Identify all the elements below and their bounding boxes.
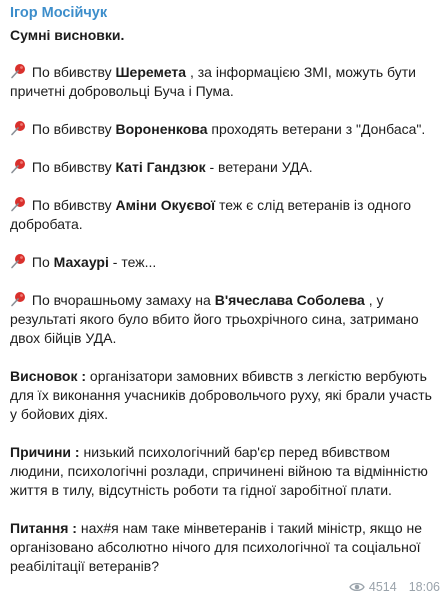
name-sobolev: В'ячеслава Соболева — [214, 292, 365, 308]
paragraph-text: , за інформацією ЗМІ, можуть бути причетні добровольці Буча і Пума. — [10, 64, 416, 99]
pushpin-icon — [10, 291, 26, 307]
name-voronenkov: Вороненкова — [115, 121, 208, 137]
reasons-label: Причини : — [10, 444, 80, 460]
paragraph-text: проходять ветерани з "Донбаса". — [207, 121, 426, 137]
paragraph-gandzyuk — [10, 158, 438, 177]
paragraph-question — [10, 519, 438, 576]
view-count: 4514 — [368, 580, 397, 594]
pushpin-icon — [10, 63, 26, 79]
post-title — [10, 26, 438, 45]
name-makhauri: Махаурі — [53, 254, 109, 270]
reasons-text: низький психологічний бар'єр перед вбивством людини, психологічні розлади, спричинені війною та відмінністю життя в тилу, відсутність роботи та гідної заробітної плати. — [10, 444, 428, 498]
paragraph-text: По вбивству — [28, 64, 116, 80]
paragraph-text: - ветерани УДА. — [205, 159, 313, 175]
pushpin-icon — [10, 253, 26, 269]
paragraph-text: По вбивству — [28, 159, 116, 175]
paragraph-okuyeva — [10, 196, 438, 234]
post-meta — [349, 580, 440, 594]
conclusion-text: організатори замовних вбивств з легкістю вербують для їх виконання учасників добровольчого руху, які брали участь у бойових діях. — [10, 368, 432, 422]
paragraph-text: - теж... — [108, 254, 157, 270]
paragraph-sobolev — [10, 291, 438, 348]
author-name[interactable]: Ігор Мосійчук — [10, 5, 108, 21]
name-okuyeva: Аміни Окуєвої — [115, 197, 216, 213]
paragraph-text: По вчорашньому замаху на — [28, 292, 215, 308]
eye-icon — [349, 581, 365, 593]
paragraph-makhauri — [10, 253, 438, 272]
conclusion-label: Висновок : — [10, 368, 87, 384]
post-title-text: Сумні висновки. — [10, 27, 125, 43]
paragraph-conclusion — [10, 367, 438, 424]
post-time: 18:06 — [408, 580, 440, 594]
paragraph-text: , у результаті якого було вбито його трьохрічного сина, затримано двох бійців УДА. — [10, 292, 419, 346]
paragraph-voronenkov — [10, 120, 438, 139]
paragraph-sheremet — [10, 63, 438, 101]
paragraph-text: По вбивству — [28, 197, 116, 213]
pushpin-icon — [10, 196, 26, 212]
paragraph-text: теж є слід ветеранів із одного добробата. — [10, 197, 412, 232]
paragraph-reasons — [10, 443, 438, 500]
pushpin-icon — [10, 158, 26, 174]
pushpin-icon — [10, 120, 26, 136]
question-text: нах#я нам таке мінветеранів і такий міністр, якщо не організовано абсолютно нічого для психологічної та соціальної реабілітації ветеранів? — [10, 520, 423, 574]
question-label: Питання : — [10, 520, 77, 536]
paragraph-text: По вбивству — [28, 121, 116, 137]
name-sheremet: Шеремета — [115, 64, 187, 80]
name-gandzyuk: Каті Гандзюк — [115, 159, 206, 175]
paragraph-text: По — [28, 254, 54, 270]
